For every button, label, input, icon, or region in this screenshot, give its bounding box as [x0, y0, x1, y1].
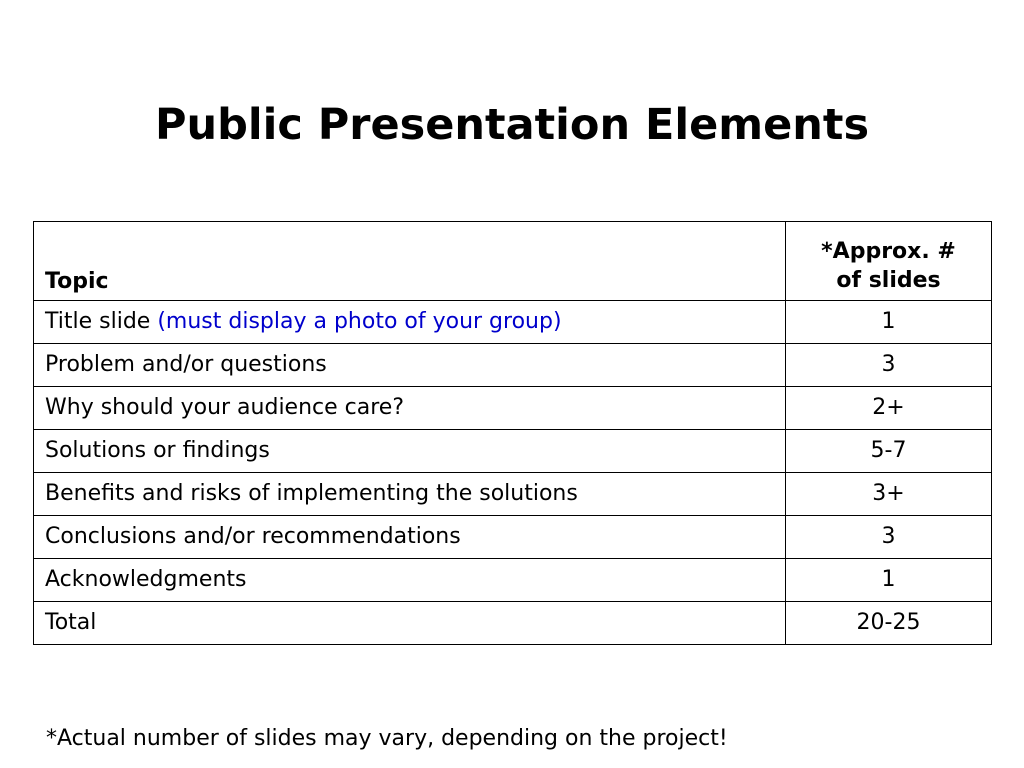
table-row	[34, 473, 992, 516]
slides-cell: 3+	[786, 473, 992, 516]
table-row	[34, 301, 992, 344]
topic-cell: Why should your audience care?	[34, 387, 786, 430]
table-header-row	[34, 222, 992, 301]
topic-cell: Total	[34, 602, 786, 645]
table-row-total	[34, 602, 992, 645]
slides-column-header	[786, 222, 992, 301]
slides-cell: 1	[786, 301, 992, 344]
photo-requirement-note: (must display a photo of your group)	[157, 309, 562, 334]
slides-cell: 2+	[786, 387, 992, 430]
topic-cell: Problem and/or questions	[34, 344, 786, 387]
table-row	[34, 344, 992, 387]
slides-cell: 1	[786, 559, 992, 602]
topic-cell: Acknowledgments	[34, 559, 786, 602]
table-row	[34, 516, 992, 559]
topic-cell: Benefits and risks of implementing the solutions	[34, 473, 786, 516]
topic-cell: Conclusions and/or recommendations	[34, 516, 786, 559]
table-row	[34, 430, 992, 473]
topic-cell: Title slide (must display a photo of your group)	[34, 301, 786, 344]
table-row	[34, 559, 992, 602]
slides-cell: 5-7	[786, 430, 992, 473]
slides-cell: 20-25	[786, 602, 992, 645]
slide-title: Public Presentation Elements	[154, 100, 870, 150]
topic-cell: Solutions or findings	[34, 430, 786, 473]
slides-header-line2: of slides	[836, 268, 941, 293]
topic-column-header: Topic	[34, 222, 786, 301]
slides-header-line1: *Approx. #	[821, 239, 956, 264]
footnote: *Actual number of slides may vary, depending on the project!	[46, 726, 728, 751]
slides-cell: 3	[786, 344, 992, 387]
slides-cell: 3	[786, 516, 992, 559]
table-row	[34, 387, 992, 430]
presentation-elements-table	[33, 221, 992, 645]
